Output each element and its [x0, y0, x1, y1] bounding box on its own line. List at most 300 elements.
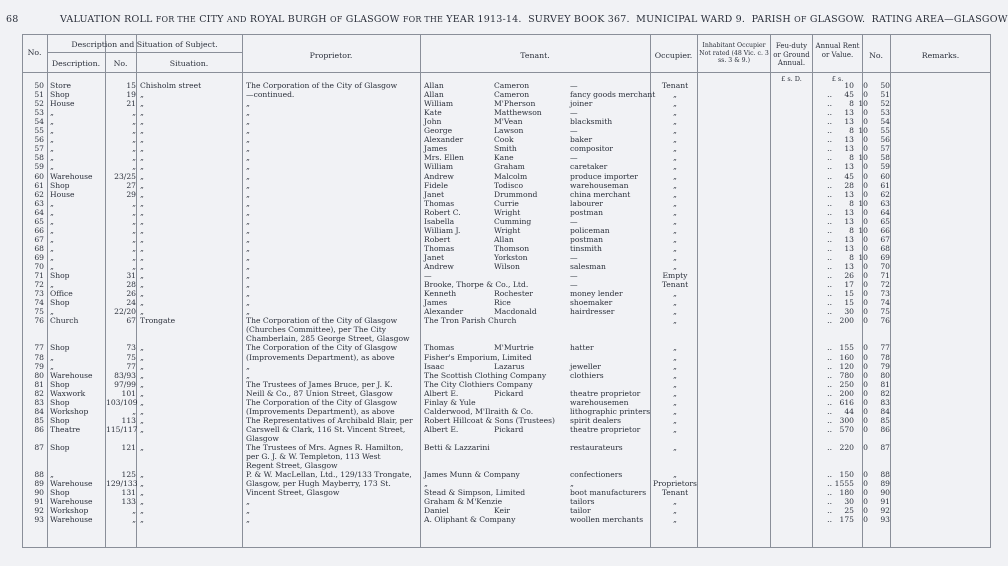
heading-ward: MUNICIPAL WARD 9.: [636, 14, 746, 25]
row-proprietor: The Corporation of the City of Glasgow: [246, 397, 398, 407]
row-tenant-trade: woollen merchants: [570, 515, 644, 525]
row-tenant-second: Yorkston: [494, 252, 528, 262]
row-number-right: 74: [880, 298, 890, 308]
col-header-no: No.: [27, 48, 42, 57]
row-feu-duty: ..: [827, 506, 832, 516]
row-street-number: 67: [126, 316, 136, 326]
row-value-shillings: 0: [863, 361, 868, 371]
row-situation: „: [140, 243, 144, 253]
row-tenant-trade: lithographic printers: [570, 406, 651, 416]
row-tenant-second: Pickard: [494, 424, 524, 434]
row-proprietor: „: [246, 180, 250, 190]
row-occupier: „: [673, 388, 677, 398]
row-tenant-trade: —: [570, 153, 578, 163]
col-header-description: Description.: [51, 59, 101, 68]
row-number-right: 84: [880, 406, 890, 416]
row-value-shillings: 0: [863, 207, 868, 217]
row-feu-duty: ..: [827, 424, 832, 434]
row-value-shillings: 0: [863, 470, 868, 480]
row-situation: „: [140, 280, 144, 290]
row-occupier: „: [673, 515, 677, 525]
row-value-shillings: 0: [863, 262, 868, 271]
row-number-right: 89: [880, 479, 890, 489]
row-occupier: „: [673, 216, 677, 226]
row-street-number: „: [132, 225, 136, 235]
row-street-number: „: [132, 207, 136, 217]
row-value-shillings: 0: [863, 180, 868, 190]
row-value-shillings: 0: [863, 415, 868, 425]
row-street-number: „: [132, 243, 136, 253]
row-description: Warehouse: [50, 171, 93, 181]
row-feu-duty: ..: [827, 189, 832, 199]
row-tenant-trade: labourer: [570, 198, 604, 208]
table-row: [22, 470, 991, 479]
row-occupier: „: [673, 307, 677, 317]
row-street-number: „: [132, 162, 136, 172]
row-tenant-first: Robert C.: [424, 207, 461, 217]
row-feu-duty: ..: [827, 298, 832, 308]
row-street-number: 22/20: [114, 307, 136, 317]
table-row: [22, 208, 991, 217]
row-value-pounds: 8: [849, 99, 854, 109]
col-header-number: No.: [113, 59, 128, 68]
row-tenant-first: Graham & M'Kenzie: [424, 497, 503, 507]
row-number-right: 70: [880, 262, 890, 271]
row-tenant-second: Allan: [494, 234, 514, 244]
row-number: 74: [34, 298, 44, 308]
row-feu-duty: ..: [827, 135, 832, 145]
row-situation: „: [140, 415, 144, 425]
row-number-right: 67: [880, 234, 890, 244]
row-value-shillings: 0: [863, 352, 868, 362]
row-street-number: 27: [126, 180, 136, 190]
row-feu-duty: ..: [827, 289, 832, 299]
row-value-shillings: 0: [863, 81, 868, 90]
row-situation: „: [140, 506, 144, 516]
row-value-pounds: 13: [844, 108, 854, 118]
row-street-number: 83/93: [114, 370, 136, 380]
row-feu-duty: ..: [827, 126, 832, 136]
row-description: Church: [50, 316, 79, 326]
row-feu-duty: ..: [827, 415, 832, 425]
row-situation: „: [140, 397, 144, 407]
col-header-occupier: Occupier.: [654, 51, 693, 60]
row-value-shillings: 0: [863, 515, 868, 525]
row-number: 58: [34, 153, 44, 163]
row-situation: „: [140, 271, 144, 281]
row-number: 92: [34, 506, 44, 516]
row-feu-duty: ..: [827, 144, 832, 154]
row-tenant-first: Fidele: [424, 180, 448, 190]
row-value-pounds: 8: [849, 252, 854, 262]
row-description: „: [50, 470, 54, 480]
row-feu-duty: ..: [827, 397, 832, 407]
row-occupier: „: [673, 207, 677, 217]
col-header-no2: No.: [869, 51, 883, 60]
row-occupier: „: [673, 189, 677, 199]
row-street-number: 131: [121, 488, 136, 498]
row-number-right: 51: [880, 90, 890, 100]
row-number-right: 80: [880, 370, 890, 380]
row-proprietor: „: [246, 162, 250, 172]
row-tenant-second: Cook: [494, 135, 514, 145]
heading-parish: PARISH: [751, 14, 791, 25]
table-row: [22, 416, 991, 425]
row-occupier: „: [673, 108, 677, 118]
row-number: 66: [34, 225, 44, 235]
row-situation: „: [140, 126, 144, 136]
row-description: Shop: [50, 397, 70, 407]
row-occupier: „: [673, 443, 677, 452]
row-tenant-trade: —: [570, 81, 578, 90]
row-situation: „: [140, 189, 144, 199]
table-row: [22, 235, 991, 244]
row-proprietor: „: [246, 262, 250, 271]
row-feu-duty: ..: [827, 343, 832, 353]
row-occupier: „: [673, 135, 677, 145]
row-tenant-second: M'Vean: [494, 117, 523, 127]
col-header-tenant: Tenant.: [520, 51, 550, 60]
row-tenant-first: James: [424, 298, 448, 308]
table-row: [22, 479, 991, 488]
row-number: 80: [34, 370, 44, 380]
row-street-number: 129/133: [106, 479, 138, 489]
row-tenant-trade: salesman: [570, 262, 606, 271]
row-value-shillings: 0: [863, 497, 868, 507]
row-number-right: 57: [880, 144, 890, 154]
row-occupier: „: [673, 379, 677, 389]
row-feu-duty: ..: [827, 271, 832, 281]
row-number-right: 62: [880, 189, 890, 199]
row-value-shillings: 10: [858, 225, 868, 235]
header-rule: [22, 72, 991, 73]
row-number-right: 77: [880, 343, 890, 353]
row-description: „: [50, 361, 54, 371]
row-number-right: 61: [880, 180, 890, 190]
table-row: [22, 144, 991, 153]
row-proprietor: „: [246, 271, 250, 281]
row-situation: „: [140, 144, 144, 154]
row-value-shillings: 0: [863, 479, 868, 489]
row-value-pounds: 28: [844, 180, 854, 190]
row-description: House: [50, 189, 75, 199]
row-proprietor: The Corporation of the City of Glasgow: [246, 343, 398, 353]
feu-currency-units: £ s. D.: [781, 75, 802, 83]
table-row: [22, 443, 991, 452]
row-street-number: 31: [126, 271, 136, 281]
row-value-shillings: 0: [863, 298, 868, 308]
row-value-pounds: 570: [839, 424, 854, 434]
row-tenant-trade: clothiers: [570, 370, 604, 380]
row-situation: „: [140, 252, 144, 262]
row-tenant-trade: warehouseman: [570, 180, 629, 190]
row-value-shillings: 10: [858, 198, 868, 208]
row-occupier: Tenant: [661, 81, 689, 90]
table-row: [22, 497, 991, 506]
row-feu-duty: ..: [827, 515, 832, 525]
row-value-pounds: 45: [844, 171, 854, 181]
row-value-shillings: 0: [863, 135, 868, 145]
row-proprietor: Chamberlain, 285 George Street, Glasgow: [246, 334, 410, 344]
row-tenant-second: Keir: [494, 506, 511, 516]
row-situation: „: [140, 388, 144, 398]
row-tenant-first: —: [424, 271, 432, 281]
row-proprietor: „: [246, 135, 250, 145]
row-description: Warehouse: [50, 479, 93, 489]
row-street-number: 121: [121, 443, 136, 452]
row-number-right: 78: [880, 352, 890, 362]
table-row: [22, 126, 991, 135]
row-value-pounds: 780: [839, 370, 854, 380]
row-tenant-first: Alexander: [424, 307, 464, 317]
heading-year: YEAR 1913-14.: [446, 14, 522, 25]
row-occupier: „: [673, 262, 677, 271]
row-value-pounds: 44: [844, 406, 854, 416]
row-tenant-trade: —: [570, 280, 578, 290]
row-tenant-trade: postman: [570, 207, 604, 217]
row-feu-duty: ..: [827, 198, 832, 208]
row-value-shillings: 10: [858, 99, 868, 109]
row-situation: „: [140, 488, 144, 498]
row-street-number: 125: [121, 470, 136, 480]
row-tenant-second: Cameron: [494, 90, 530, 100]
row-situation: „: [140, 216, 144, 226]
row-street-number: 73: [126, 343, 136, 353]
row-description: Office: [50, 289, 73, 299]
row-feu-duty: ..: [827, 153, 832, 163]
row-proprietor: The Trustees of James Bruce, per J. K.: [246, 379, 393, 389]
row-tenant-second: M'Pherson: [494, 99, 536, 109]
row-value-shillings: 0: [863, 234, 868, 244]
annual-currency-units: £ s.: [831, 75, 844, 83]
row-number-right: 72: [880, 280, 890, 290]
row-value-pounds: 13: [844, 216, 854, 226]
row-tenant-first: The Tron Parish Church: [424, 316, 517, 326]
col-header-feu: Feu-duty or Ground Annual.: [773, 42, 810, 67]
heading-valuation-roll: VALUATION ROLL: [60, 14, 153, 25]
row-description: Shop: [50, 271, 70, 281]
row-description: „: [50, 198, 54, 208]
row-situation: „: [140, 198, 144, 208]
table-row: [22, 343, 991, 352]
row-feu-duty: ..: [827, 252, 832, 262]
table-row: [22, 452, 991, 461]
row-situation: „: [140, 361, 144, 371]
row-number: 77: [34, 343, 44, 353]
row-tenant-trade: theatre proprietor: [570, 388, 641, 398]
row-tenant-first: Isaac: [424, 361, 445, 371]
row-tenant-trade: —: [570, 108, 578, 118]
heading-royal-burgh: ROYAL BURGH: [249, 14, 327, 25]
row-value-pounds: 13: [844, 189, 854, 199]
row-number: 53: [34, 108, 44, 118]
row-occupier: „: [673, 162, 677, 172]
row-feu-duty: ..: [827, 280, 832, 290]
row-feu-duty: ..: [827, 108, 832, 118]
row-tenant-trade: restaurateurs: [570, 443, 623, 452]
row-proprietor: per G. J. & W. Templeton, 113 West: [246, 452, 381, 462]
row-feu-duty: ..: [827, 243, 832, 253]
heading-parish-name: GLASGOW.: [809, 14, 866, 25]
row-tenant-second: M'Murtrie: [494, 343, 534, 353]
row-tenant-first: The Scottish Clothing Company: [424, 370, 547, 380]
row-tenant-second: Smith: [494, 144, 517, 154]
row-number: 51: [34, 90, 44, 100]
row-tenant-first: Thomas: [424, 343, 455, 353]
row-tenant-first: William: [424, 162, 454, 172]
row-value-pounds: 180: [839, 488, 854, 498]
table-row: [22, 99, 991, 108]
heading-parish-of: OF: [794, 15, 807, 24]
row-number-right: 53: [880, 108, 890, 118]
row-occupier: „: [673, 316, 677, 326]
row-tenant-trade: confectioners: [570, 470, 623, 480]
row-number-right: 52: [880, 99, 890, 109]
row-tenant-trade: spirit dealers: [570, 415, 622, 425]
row-value-shillings: 0: [863, 144, 868, 154]
row-number-right: 55: [880, 126, 890, 136]
row-tenant-trade: money lender: [570, 289, 623, 299]
row-occupier: „: [673, 406, 677, 416]
row-tenant-first: John: [424, 117, 442, 127]
row-number-right: 50: [880, 81, 890, 90]
row-situation: „: [140, 307, 144, 317]
row-tenant-trade: policeman: [570, 225, 610, 235]
row-value-shillings: 0: [863, 443, 868, 452]
row-feu-duty: ..: [827, 388, 832, 398]
row-tenant-trade: jeweller: [570, 361, 601, 371]
row-street-number: „: [132, 216, 136, 226]
row-street-number: 113: [121, 415, 136, 425]
row-street-number: „: [132, 515, 136, 525]
row-proprietor: The Trustees of Mrs. Agnes R. Hamilton,: [246, 443, 404, 452]
row-feu-duty: ..: [827, 216, 832, 226]
row-tenant-trade: tailor: [570, 506, 591, 516]
row-occupier: „: [673, 99, 677, 109]
row-situation: „: [140, 117, 144, 127]
row-number: 91: [34, 497, 44, 507]
row-tenant-trade: baker: [570, 135, 593, 145]
row-number: 79: [34, 361, 44, 371]
row-description: Shop: [50, 379, 70, 389]
row-number: 85: [34, 415, 44, 425]
row-proprietor: „: [246, 117, 250, 127]
row-feu-duty: ..: [827, 90, 832, 100]
row-street-number: 75: [126, 352, 136, 362]
row-feu-duty: ..: [827, 180, 832, 190]
row-value-pounds: 120: [839, 361, 854, 371]
row-occupier: „: [673, 252, 677, 262]
row-situation: „: [140, 443, 144, 452]
row-tenant-first: Janet: [424, 252, 445, 262]
table-row: [22, 181, 991, 190]
table-row: [22, 425, 991, 434]
row-value-pounds: 13: [844, 162, 854, 172]
row-number: 70: [34, 262, 44, 271]
table-row: [22, 298, 991, 307]
table-row: [22, 362, 991, 371]
row-feu-duty: ..: [827, 470, 832, 480]
row-occupier: „: [673, 352, 677, 362]
row-number-right: 79: [880, 361, 890, 371]
row-tenant-second: Pickard: [494, 388, 524, 398]
row-tenant-trade: shoemaker: [570, 298, 613, 308]
row-occupier: „: [673, 506, 677, 516]
row-feu-duty: ..: [827, 406, 832, 416]
row-tenant-trade: caretaker: [570, 162, 608, 172]
table-row: [22, 199, 991, 208]
row-value-pounds: 220: [839, 443, 854, 452]
row-value-shillings: 0: [863, 108, 868, 118]
page-number: 68: [6, 14, 19, 25]
table-row: [22, 162, 991, 171]
row-number-right: 64: [880, 207, 890, 217]
row-description: „: [50, 135, 54, 145]
row-number: 81: [34, 379, 44, 389]
row-tenant-first: James Munn & Company: [424, 470, 520, 480]
row-feu-duty: ..: [827, 307, 832, 317]
row-value-shillings: 0: [863, 388, 868, 398]
row-value-pounds: 25: [844, 506, 854, 516]
row-value-pounds: 30: [844, 497, 854, 507]
table-row: [22, 334, 991, 343]
row-value-pounds: 10: [844, 81, 854, 90]
row-number: 68: [34, 243, 44, 253]
row-proprietor: Glasgow: [246, 433, 279, 443]
row-number-right: 92: [880, 506, 890, 516]
row-proprietor: „: [246, 298, 250, 308]
row-occupier: „: [673, 298, 677, 308]
table-row: [22, 325, 991, 334]
row-proprietor: (Improvements Department), as above: [246, 406, 395, 416]
row-tenant-first: Betti & Lazzarini: [424, 443, 490, 452]
row-feu-duty: ..: [827, 479, 832, 489]
row-occupier: „: [673, 198, 677, 208]
row-tenant-first: Thomas: [424, 243, 455, 253]
row-situation: „: [140, 424, 144, 434]
row-feu-duty: ..: [827, 370, 832, 380]
row-description: Store: [50, 81, 71, 90]
row-feu-duty: ..: [827, 352, 832, 362]
row-description: Shop: [50, 415, 70, 425]
row-value-pounds: 160: [839, 352, 854, 362]
table-row: [22, 253, 991, 262]
row-tenant-first: Robert Hillcoat & Sons (Trustees): [424, 415, 555, 425]
row-proprietor: „: [246, 153, 250, 163]
row-tenant-second: Rochester: [494, 289, 533, 299]
row-number-right: 93: [880, 515, 890, 525]
row-occupier: „: [673, 424, 677, 434]
row-description: „: [50, 243, 54, 253]
row-number: 84: [34, 406, 44, 416]
row-tenant-trade: tinsmith: [570, 243, 602, 253]
row-tenant-second: Wright: [494, 225, 521, 235]
row-number-right: 87: [880, 443, 890, 452]
row-proprietor: „: [246, 252, 250, 262]
row-value-pounds: 45: [844, 90, 854, 100]
row-description: Workshop: [50, 506, 89, 516]
row-feu-duty: ..: [827, 488, 832, 498]
row-value-pounds: 26: [844, 271, 854, 281]
table-row: [22, 316, 991, 325]
row-value-pounds: 13: [844, 135, 854, 145]
row-situation: „: [140, 171, 144, 181]
row-number: 88: [34, 470, 44, 480]
row-proprietor: „: [246, 307, 250, 317]
row-street-number: 15: [126, 81, 136, 90]
col-header-remarks: Remarks.: [921, 51, 960, 60]
row-street-number: 97/99: [114, 379, 136, 389]
